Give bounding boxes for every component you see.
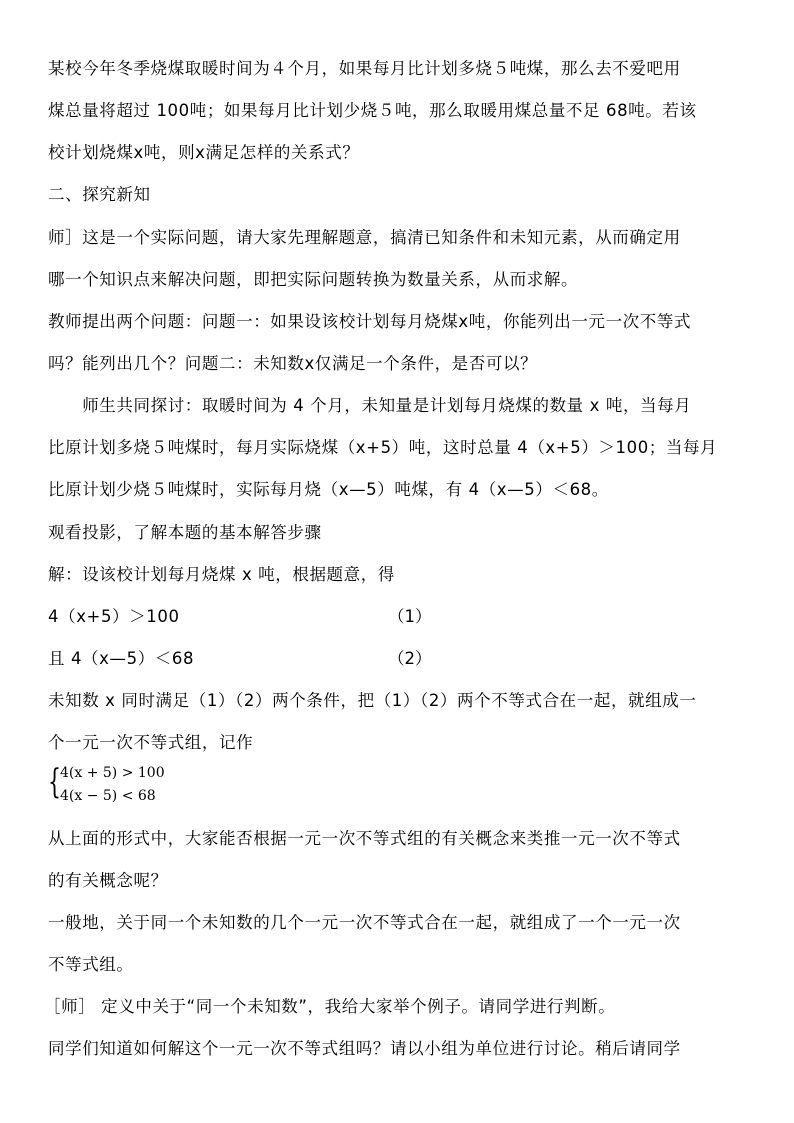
text-line-1: 某校今年冬季烧煤取暖时间为４个月，如果每月比计划多烧５吨煤，那么去不爱吧用 bbox=[48, 59, 681, 78]
text-line-6: 哪一个知识点来解决问题，即把实际问题转换为数量关系，从而求解。 bbox=[48, 270, 579, 289]
text-line-18: 从上面的形式中，大家能否根据一元一次不等式组的有关概念来类推一元一次不等式 bbox=[48, 829, 681, 848]
inequality-1: 4（x+5）＞100 bbox=[48, 607, 180, 626]
text-line-5: 师］这是一个实际问题，请大家先理解题意，搞清已知条件和未知元素，从而确定用 bbox=[48, 228, 681, 247]
text-line-21: 不等式组。 bbox=[48, 955, 134, 974]
text-line-12: 观看投影，了解本题的基本解答步骤 bbox=[48, 523, 322, 542]
inequality-2: 且 4（x—5）＜68 bbox=[48, 649, 195, 668]
system-brace: { bbox=[48, 762, 61, 802]
inequality-system bbox=[48, 760, 168, 810]
text-line-9: 师生共同探讨：取暖时间为 4 个月，未知量是计划每月烧煤的数量 x 吨，当每月 bbox=[48, 396, 692, 415]
text-line-2: 煤总量将超过 100吨；如果每月比计划少烧５吨，那么取暖用煤总量不足 68吨。若该 bbox=[48, 101, 697, 120]
text-line-3: 校计划烧煤x吨，则x满足怎样的关系式？ bbox=[48, 143, 360, 162]
section-heading: 二、探究新知 bbox=[48, 185, 151, 204]
text-line-11: 比原计划少烧５吨煤时，实际每月烧（x—5）吨煤，有 4（x—5）＜68。 bbox=[48, 480, 609, 499]
system-row-1: 4(x + 5) > 100 bbox=[60, 765, 165, 781]
inequality-2-label: （2） bbox=[388, 649, 432, 668]
system-row-2: 4(x − 5) < 68 bbox=[60, 788, 156, 804]
text-line-23: 同学们知道如何解这个一元一次不等式组吗？请以小组为单位进行讨论。稍后请同学 bbox=[48, 1039, 681, 1058]
text-line-17: 个一元一次不等式组，记作 bbox=[48, 733, 254, 752]
text-line-16: 未知数 x 同时满足（1）（2）两个条件，把（1）（2）两个不等式合在一起，就组成一 bbox=[48, 691, 697, 710]
text-line-19: 的有关概念呢？ bbox=[48, 871, 168, 890]
text-line-10: 比原计划多烧５吨煤时，每月实际烧煤（x+5）吨，这时总量 4（x+5）＞100；当每月 bbox=[48, 438, 718, 457]
text-line-20: 一般地，关于同一个未知数的几个一元一次不等式合在一起，就组成了一个一元一次 bbox=[48, 913, 681, 932]
text-line-22: ［师］ 定义中关于“同一个未知数”，我给大家举个例子。请同学进行判断。 bbox=[44, 997, 616, 1016]
inequality-1-label: （1） bbox=[388, 607, 432, 626]
text-line-7: 教师提出两个问题：问题一：如果设该校计划每月烧煤x吨，你能列出一元一次不等式 bbox=[48, 312, 692, 331]
text-line-8: 吗？能列出几个？问题二：未知数x仅满足一个条件，是否可以？ bbox=[48, 354, 538, 373]
text-line-13: 解：设该校计划每月烧煤 x 吨，根据题意，得 bbox=[48, 565, 395, 584]
